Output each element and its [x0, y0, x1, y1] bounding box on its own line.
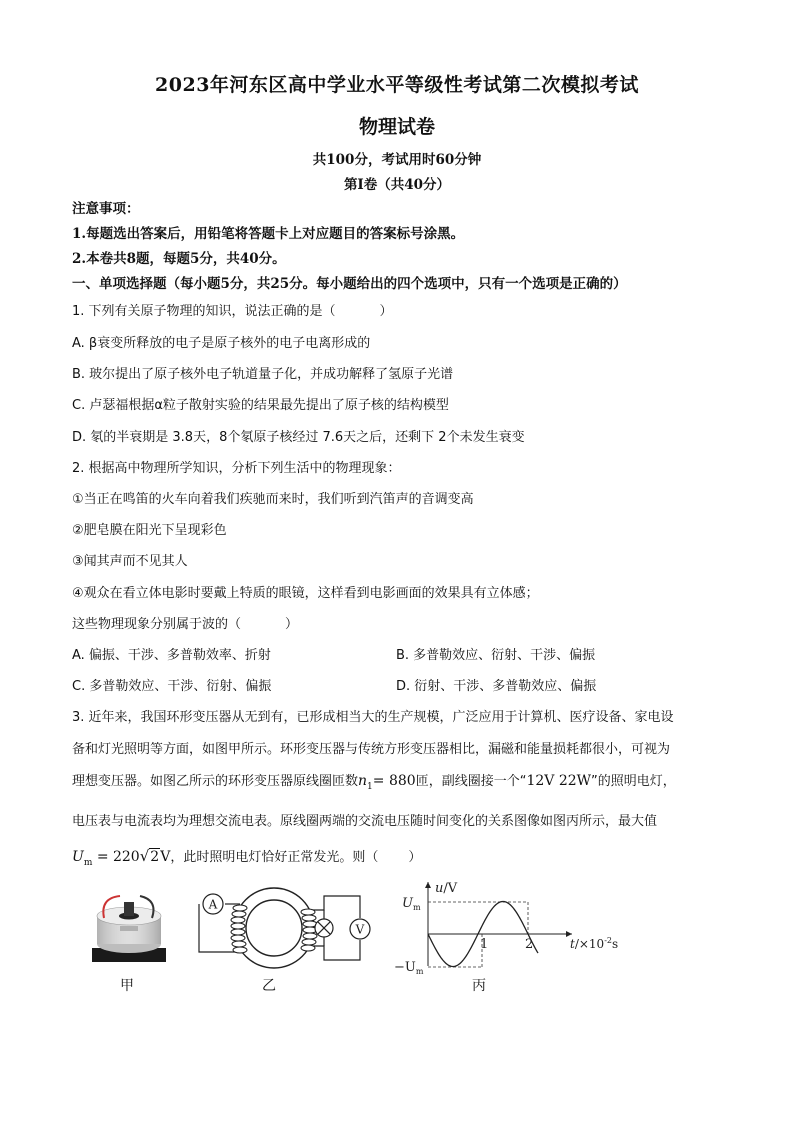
q3-line-5: $U_m = 220√2V$，此时照明电灯恰好正常发光。则（ ） [72, 847, 422, 868]
q3-line-1: 3. 近年来，我国环形变压器从无到有，已形成相当大的生产规模，广泛应用于计算机、医疗设备、家电设 [72, 710, 674, 725]
n1-formula: $n_1= 880$ [358, 773, 416, 792]
q1-stem: 1. 下列有关原子物理的知识，说法正确的是（ ） [72, 304, 393, 319]
q2-option-c: C. 多普勒效应、干涉、衍射、偏振 [72, 679, 272, 694]
q2-item-4: ④观众在看立体电影时要戴上特质的眼镜，这样看到电影画面的效果具有立体感； [72, 586, 539, 601]
q3-line-4: 电压表与电流表均为理想交流电表。原线圈两端的交流电压随时间变化的关系图像如图丙所示，最大值 [72, 814, 658, 829]
um-formula: $U_m = 220√2V$ [72, 847, 171, 868]
x-tick-1: 1 [480, 937, 489, 952]
svg-text:V: V [355, 922, 365, 937]
q2-option-a: A. 偏振、干涉、多普勒效率、折射 [72, 648, 271, 663]
section-1-heading: 一、单项选择题（每小题5分，共25分。每小题给出的四个选项中，只有一个选项是正确的） [72, 276, 627, 292]
caption-bing: 丙 [472, 978, 486, 994]
voltage-time-graph [392, 874, 632, 974]
q3-line-2: 备和灯光照明等方面，如图甲所示。环形变压器与传统方形变压器相比，漏磁和能量损耗都很小，可视为 [72, 742, 671, 757]
notice-item-1: 1.每题选出答案后，用铅笔将答题卡上对应题目的答案标号涂黑。 [72, 226, 465, 242]
voltmeter-icon [350, 919, 370, 939]
q1-option-b: B. 玻尔提出了原子核外电子轨道量子化，并成功解释了氢原子光谱 [72, 367, 454, 382]
umin-label: $-U_m$ [394, 960, 424, 974]
q3-line-3: 理想变压器。如图乙所示的环形变压器原线圈匝数$n_1= 880$匝，副线圈接一个“12V 22W”的照明电灯， [72, 773, 676, 792]
secondary-coil [301, 909, 317, 951]
toroidal-transformer-photo [90, 888, 168, 968]
svg-text:A: A [208, 897, 218, 912]
notice-item-2: 2.本卷共8题，每题5分，共40分。 [72, 251, 286, 267]
q1-option-d: D. 氡的半衰期是 3.8天，8个氡原子核经过 7.6天之后，还剩下 2个未发生衰变 [72, 430, 525, 445]
q2-item-2: ②肥皂膜在阳光下呈现彩色 [72, 523, 227, 538]
ammeter-icon [203, 894, 223, 914]
q2-stem: 2. 根据高中物理所学知识，分析下列生活中的物理现象： [72, 461, 401, 476]
sqrt-icon: √ [139, 847, 150, 865]
q1-option-c: C. 卢瑟福根据α粒子散射实验的结果最先提出了原子核的结构模型 [72, 398, 449, 413]
notice-heading: 注意事项： [72, 201, 140, 217]
q2-option-d: D. 衍射、干涉、多普勒效应、偏振 [396, 679, 597, 694]
caption-yi: 乙 [262, 978, 276, 994]
q2-item-3: ③闻其声而不见其人 [72, 554, 188, 569]
lamp-icon [315, 919, 333, 937]
lamp-rating: 12V 22W [526, 773, 592, 789]
q1-option-a: A. β衰变所释放的电子是原子核外的电子电离形成的 [72, 336, 371, 351]
x-tick-2: 2 [525, 937, 534, 952]
exam-total: 共100分，考试用时60分钟 [312, 152, 482, 168]
umax-label: $U_m$ [402, 896, 421, 912]
q2-ask: 这些物理现象分别属于波的（ ） [72, 617, 299, 632]
q2-option-b: B. 多普勒效应、衍射、干涉、偏振 [396, 648, 596, 663]
transformer-circuit-diagram [196, 880, 380, 976]
y-axis-label: u/V [435, 881, 458, 896]
exam-part: 第Ⅰ卷（共40分） [343, 177, 451, 193]
caption-jia: 甲 [120, 978, 134, 994]
exam-subject: 物理试卷 [358, 116, 435, 138]
x-axis-label: $t/\times 10^{-2}s$ [570, 936, 619, 951]
exam-title: 2023年河东区高中学业水平等级性考试第二次模拟考试 [155, 74, 639, 96]
q2-item-1: ①当正在鸣笛的火车向着我们疾驰而来时，我们听到汽笛声的音调变高 [72, 492, 474, 507]
